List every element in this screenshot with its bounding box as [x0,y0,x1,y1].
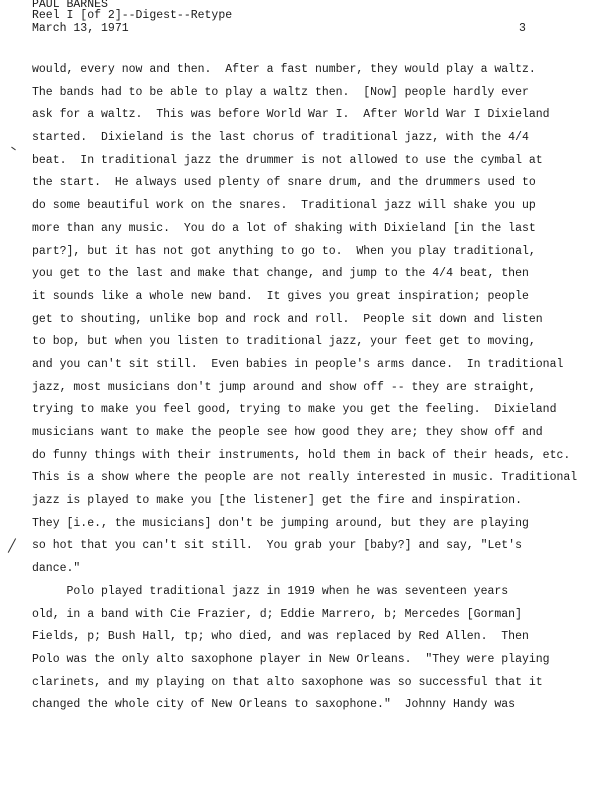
body-text [32,59,612,717]
body-line: changed the whole city of New Orleans to saxophone." Johnny Handy was [32,698,516,712]
body-line: do some beautiful work on the snares. Traditional jazz will shake you up [32,199,536,213]
header-reel-info: Reel I [of 2]--Digest--Retype [32,9,233,22]
body-line: beat. In traditional jazz the drummer is not allowed to use the cymbal at [32,153,543,167]
body-line: This is a show where the people are not really interested in music. Traditional [32,471,578,485]
body-line: started. Dixieland is the last chorus of traditional jazz, with the 4/4 [32,131,529,145]
page-header [32,0,592,35]
body-line: more than any music. You do a lot of shaking with Dixieland [in the last [32,221,536,235]
body-line: Polo played traditional jazz in 1919 when he was seventeen years [32,584,509,598]
body-line: do funny things with their instruments, hold them in back of their heads, etc. [32,448,571,462]
body-line: Polo was the only alto saxophone player in New Orleans. "They were playing [32,652,550,666]
body-line: part?], but it has not got anything to go to. When you play traditional, [32,244,536,258]
body-line: would, every now and then. After a fast number, they would play a waltz. [32,63,536,76]
body-line: the start. He always used plenty of snare drum, and the drummers used to [32,176,536,190]
body-line: Fields, p; Bush Hall, tp; who died, and was replaced by Red Allen. Then [32,630,529,644]
body-line: so hot that you can't sit still. You grab your [baby?] and say, "Let's [32,539,522,553]
page-number: 3 [519,22,526,35]
body-line: jazz is played to make you [the listener] get the fire and inspiration. [32,494,522,508]
body-line: you get to the last and make that change, and jump to the 4/4 beat, then [32,267,529,281]
body-line: and you can't sit still. Even babies in people's arms dance. In traditional [32,357,564,371]
body-line: They [i.e., the musicians] don't be jumping around, but they are playing [32,516,529,530]
body-line: it sounds like a whole new band. It gives you great inspiration; people [32,289,529,303]
body-line: dance." [32,562,81,576]
body-line: old, in a band with Cie Frazier, d; Eddie Marrero, b; Mercedes [Gorman] [32,607,522,621]
margin-pen-stroke [8,538,17,553]
body-line: ask for a waltz. This was before World War I. After World War I Dixieland [32,108,550,122]
body-line: jazz, most musicians don't jump around and show off -- they are straight, [32,380,536,394]
body-line: get to shouting, unlike bop and rock and roll. People sit down and listen [32,312,543,326]
body-line: trying to make you feel good, trying to make you get the feeling. Dixieland [32,403,557,417]
body-line: musicians want to make the people see how good they are; they show off and [32,426,543,439]
body-line: clarinets, and my playing on that alto saxophone was so successful that it [32,675,543,689]
header-date: March 13, 1971 [32,22,129,35]
margin-tick-mark [11,147,16,151]
body-line: to bop, but when you listen to traditional jazz, your feet get to moving, [32,335,536,349]
header-interviewee: PAUL BARNES [32,0,108,9]
body-line: The bands had to be able to play a waltz then. [Now] people hardly ever [32,85,529,99]
